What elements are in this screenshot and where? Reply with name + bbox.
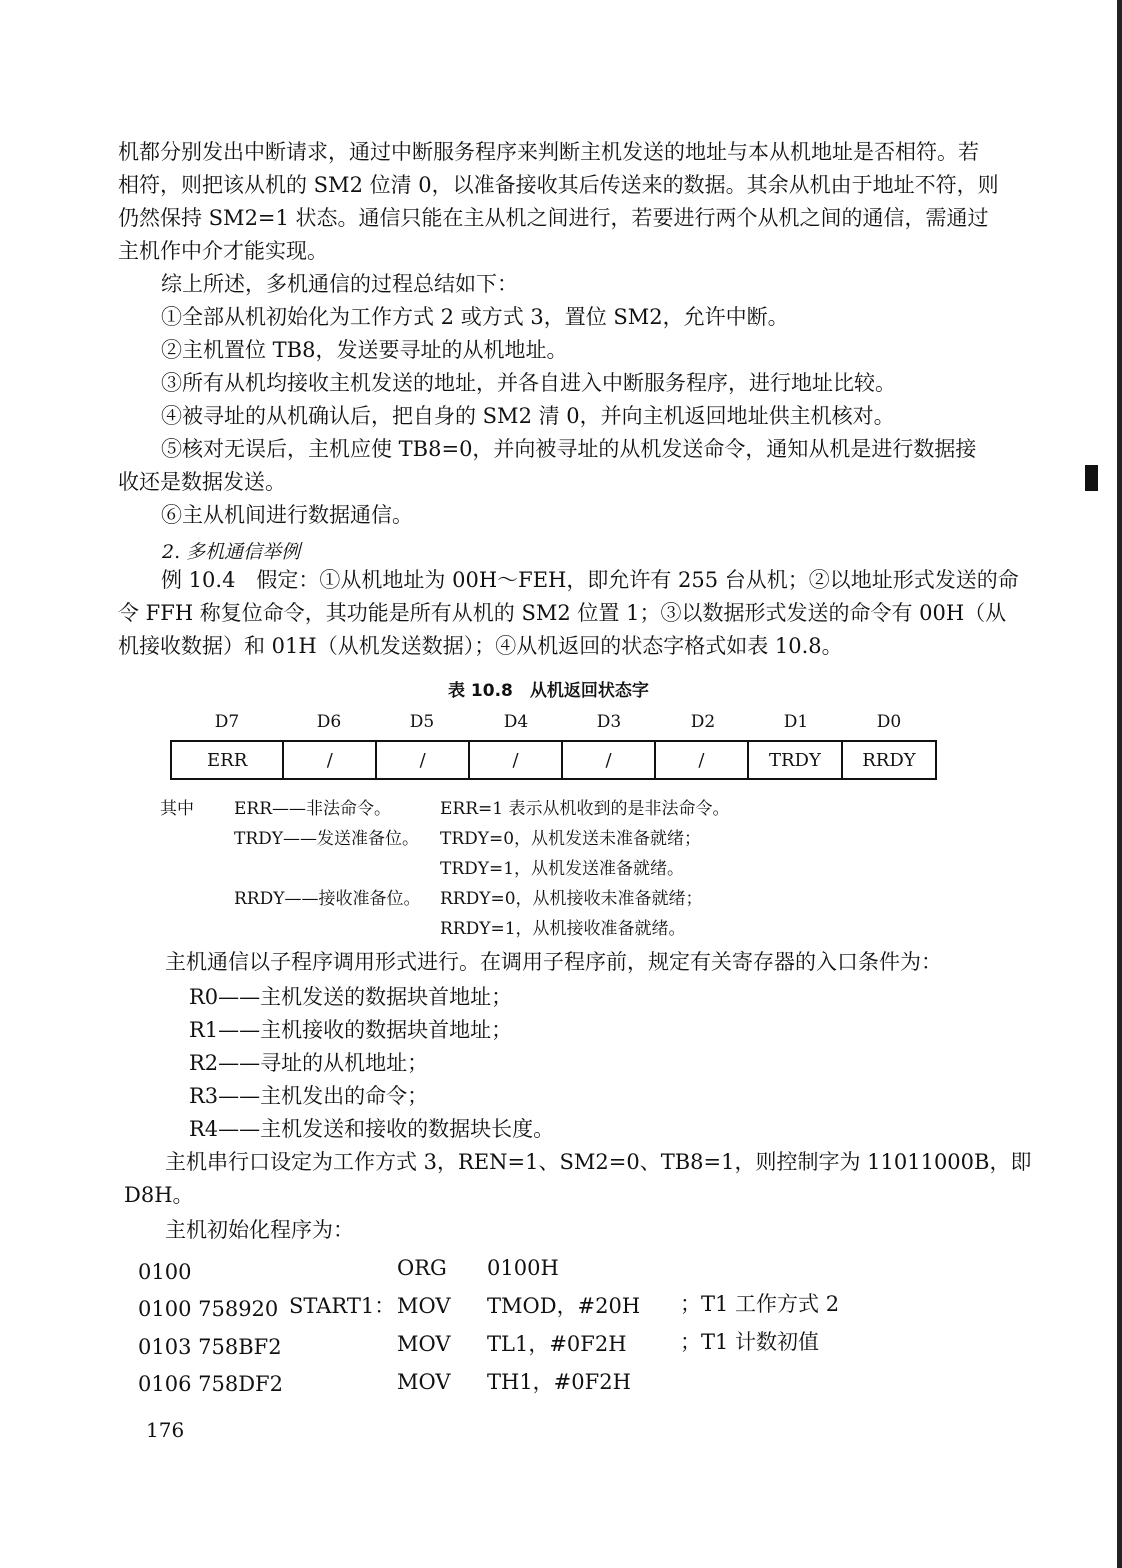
note-name: TRDY——发送准备位。 <box>234 829 419 849</box>
list-item: ⑤核对无误后，主机应使 TB8=0，并向被寻址的从机发送命令，通知从机是进行数据接 <box>161 437 977 461</box>
example-line: 令 FFH 称复位命令，其功能是所有从机的 SM2 位置 1；③以数据形式发送的命令有 00H（从 <box>118 601 1007 625</box>
code-addr: 0103 758BF2 <box>138 1335 282 1359</box>
bit-header: D5 <box>409 712 435 732</box>
list-item: ③所有从机均接收主机发送的地址，并各自进入中断服务程序，进行地址比较。 <box>161 371 896 395</box>
bit-cell: / <box>283 741 376 779</box>
serial-config-line: 主机串行口设定为工作方式 3，REN=1、SM2=0、TB8=1，则控制字为 11011000B，即 <box>165 1150 1032 1174</box>
list-item: 收还是数据发送。 <box>118 470 286 494</box>
entry-intro: 主机通信以子程序调用形式进行。在调用子程序前，规定有关寄存器的入口条件为： <box>165 950 942 974</box>
init-intro: 主机初始化程序为： <box>165 1218 354 1242</box>
list-item: ⑥主从机间进行数据通信。 <box>161 503 413 527</box>
bit-header: D2 <box>690 712 716 732</box>
bit-header: D0 <box>876 712 902 732</box>
bit-header: D7 <box>214 712 240 732</box>
bit-cell: / <box>376 741 469 779</box>
bit-cell: RRDY <box>842 741 936 779</box>
code-label: START1： <box>289 1294 396 1318</box>
register-item: R1——主机接收的数据块首地址； <box>189 1018 513 1042</box>
bit-cell: ERR <box>171 741 283 779</box>
status-word-table <box>170 740 937 780</box>
note-name: RRDY——接收准备位。 <box>234 889 421 909</box>
note-desc: RRDY=0，从机接收未准备就绪； <box>440 889 703 909</box>
register-item: R2——寻址的从机地址； <box>189 1051 429 1075</box>
page-number: 176 <box>146 1418 185 1442</box>
code-op: MOV <box>397 1332 451 1356</box>
code-operand: 0100H <box>487 1256 559 1280</box>
table-row <box>171 741 936 779</box>
note-name: ERR——非法命令。 <box>234 799 392 819</box>
scan-edge <box>1117 0 1122 1568</box>
bit-header: D4 <box>503 712 529 732</box>
code-addr: 0106 758DF2 <box>138 1372 283 1396</box>
code-operand: TL1，#0F2H <box>487 1332 627 1356</box>
example-line: 机接收数据）和 01H（从机发送数据）；④从机返回的状态字格式如表 10.8。 <box>118 634 843 658</box>
code-op: ORG <box>397 1256 447 1280</box>
notes-lead: 其中 <box>160 799 194 819</box>
bit-cell: / <box>469 741 562 779</box>
note-desc: RRDY=1，从机接收准备就绪。 <box>440 919 686 939</box>
paragraph-line: 综上所述，多机通信的过程总结如下： <box>161 272 518 296</box>
register-item: R3——主机发出的命令； <box>189 1084 429 1108</box>
bit-cell: / <box>562 741 655 779</box>
example-line: 例 10.4 假定：①从机地址为 00H～FEH，即允许有 255 台从机；②以地址形式发送的命 <box>161 568 1019 592</box>
margin-marker <box>1085 465 1098 491</box>
note-desc: TRDY=1，从机发送准备就绪。 <box>440 859 685 879</box>
note-desc: ERR=1 表示从机收到的是非法命令。 <box>440 799 730 819</box>
bit-cell: / <box>655 741 748 779</box>
code-comment: ；T1 计数初值 <box>680 1330 820 1354</box>
code-addr: 0100 <box>138 1260 192 1284</box>
code-op: MOV <box>397 1370 451 1394</box>
serial-config-line: D8H。 <box>124 1183 194 1207</box>
code-operand: TH1，#0F2H <box>487 1370 631 1394</box>
list-item: ②主机置位 TB8，发送要寻址的从机地址。 <box>161 338 568 362</box>
section-title: 2. 多机通信举例 <box>162 541 301 563</box>
table-title: 表 10.8 从机返回状态字 <box>448 681 649 701</box>
code-comment: ；T1 工作方式 2 <box>680 1292 840 1316</box>
register-item: R4——主机发送和接收的数据块长度。 <box>189 1117 555 1141</box>
paragraph-line: 主机作中介才能实现。 <box>118 239 328 263</box>
list-item: ①全部从机初始化为工作方式 2 或方式 3，置位 SM2，允许中断。 <box>161 305 789 329</box>
code-op: MOV <box>397 1294 451 1318</box>
code-operand: TMOD，#20H <box>487 1294 641 1318</box>
paragraph-line: 机都分别发出中断请求，通过中断服务程序来判断主机发送的地址与本从机地址是否相符。若 <box>118 140 979 164</box>
register-item: R0——主机发送的数据块首地址； <box>189 985 513 1009</box>
bit-cell: TRDY <box>748 741 842 779</box>
paragraph-line: 仍然保持 SM2=1 状态。通信只能在主从机之间进行，若要进行两个从机之间的通信，需通过 <box>118 206 989 230</box>
bit-header: D3 <box>596 712 622 732</box>
paragraph-line: 相符，则把该从机的 SM2 位清 0，以准备接收其后传送来的数据。其余从机由于地址不符，则 <box>118 173 999 197</box>
bit-header: D1 <box>783 712 809 732</box>
code-addr: 0100 758920 <box>138 1297 279 1321</box>
note-desc: TRDY=0，从机发送未准备就绪； <box>440 829 702 849</box>
bit-header: D6 <box>316 712 342 732</box>
list-item: ④被寻址的从机确认后，把自身的 SM2 清 0，并向主机返回地址供主机核对。 <box>161 404 895 428</box>
